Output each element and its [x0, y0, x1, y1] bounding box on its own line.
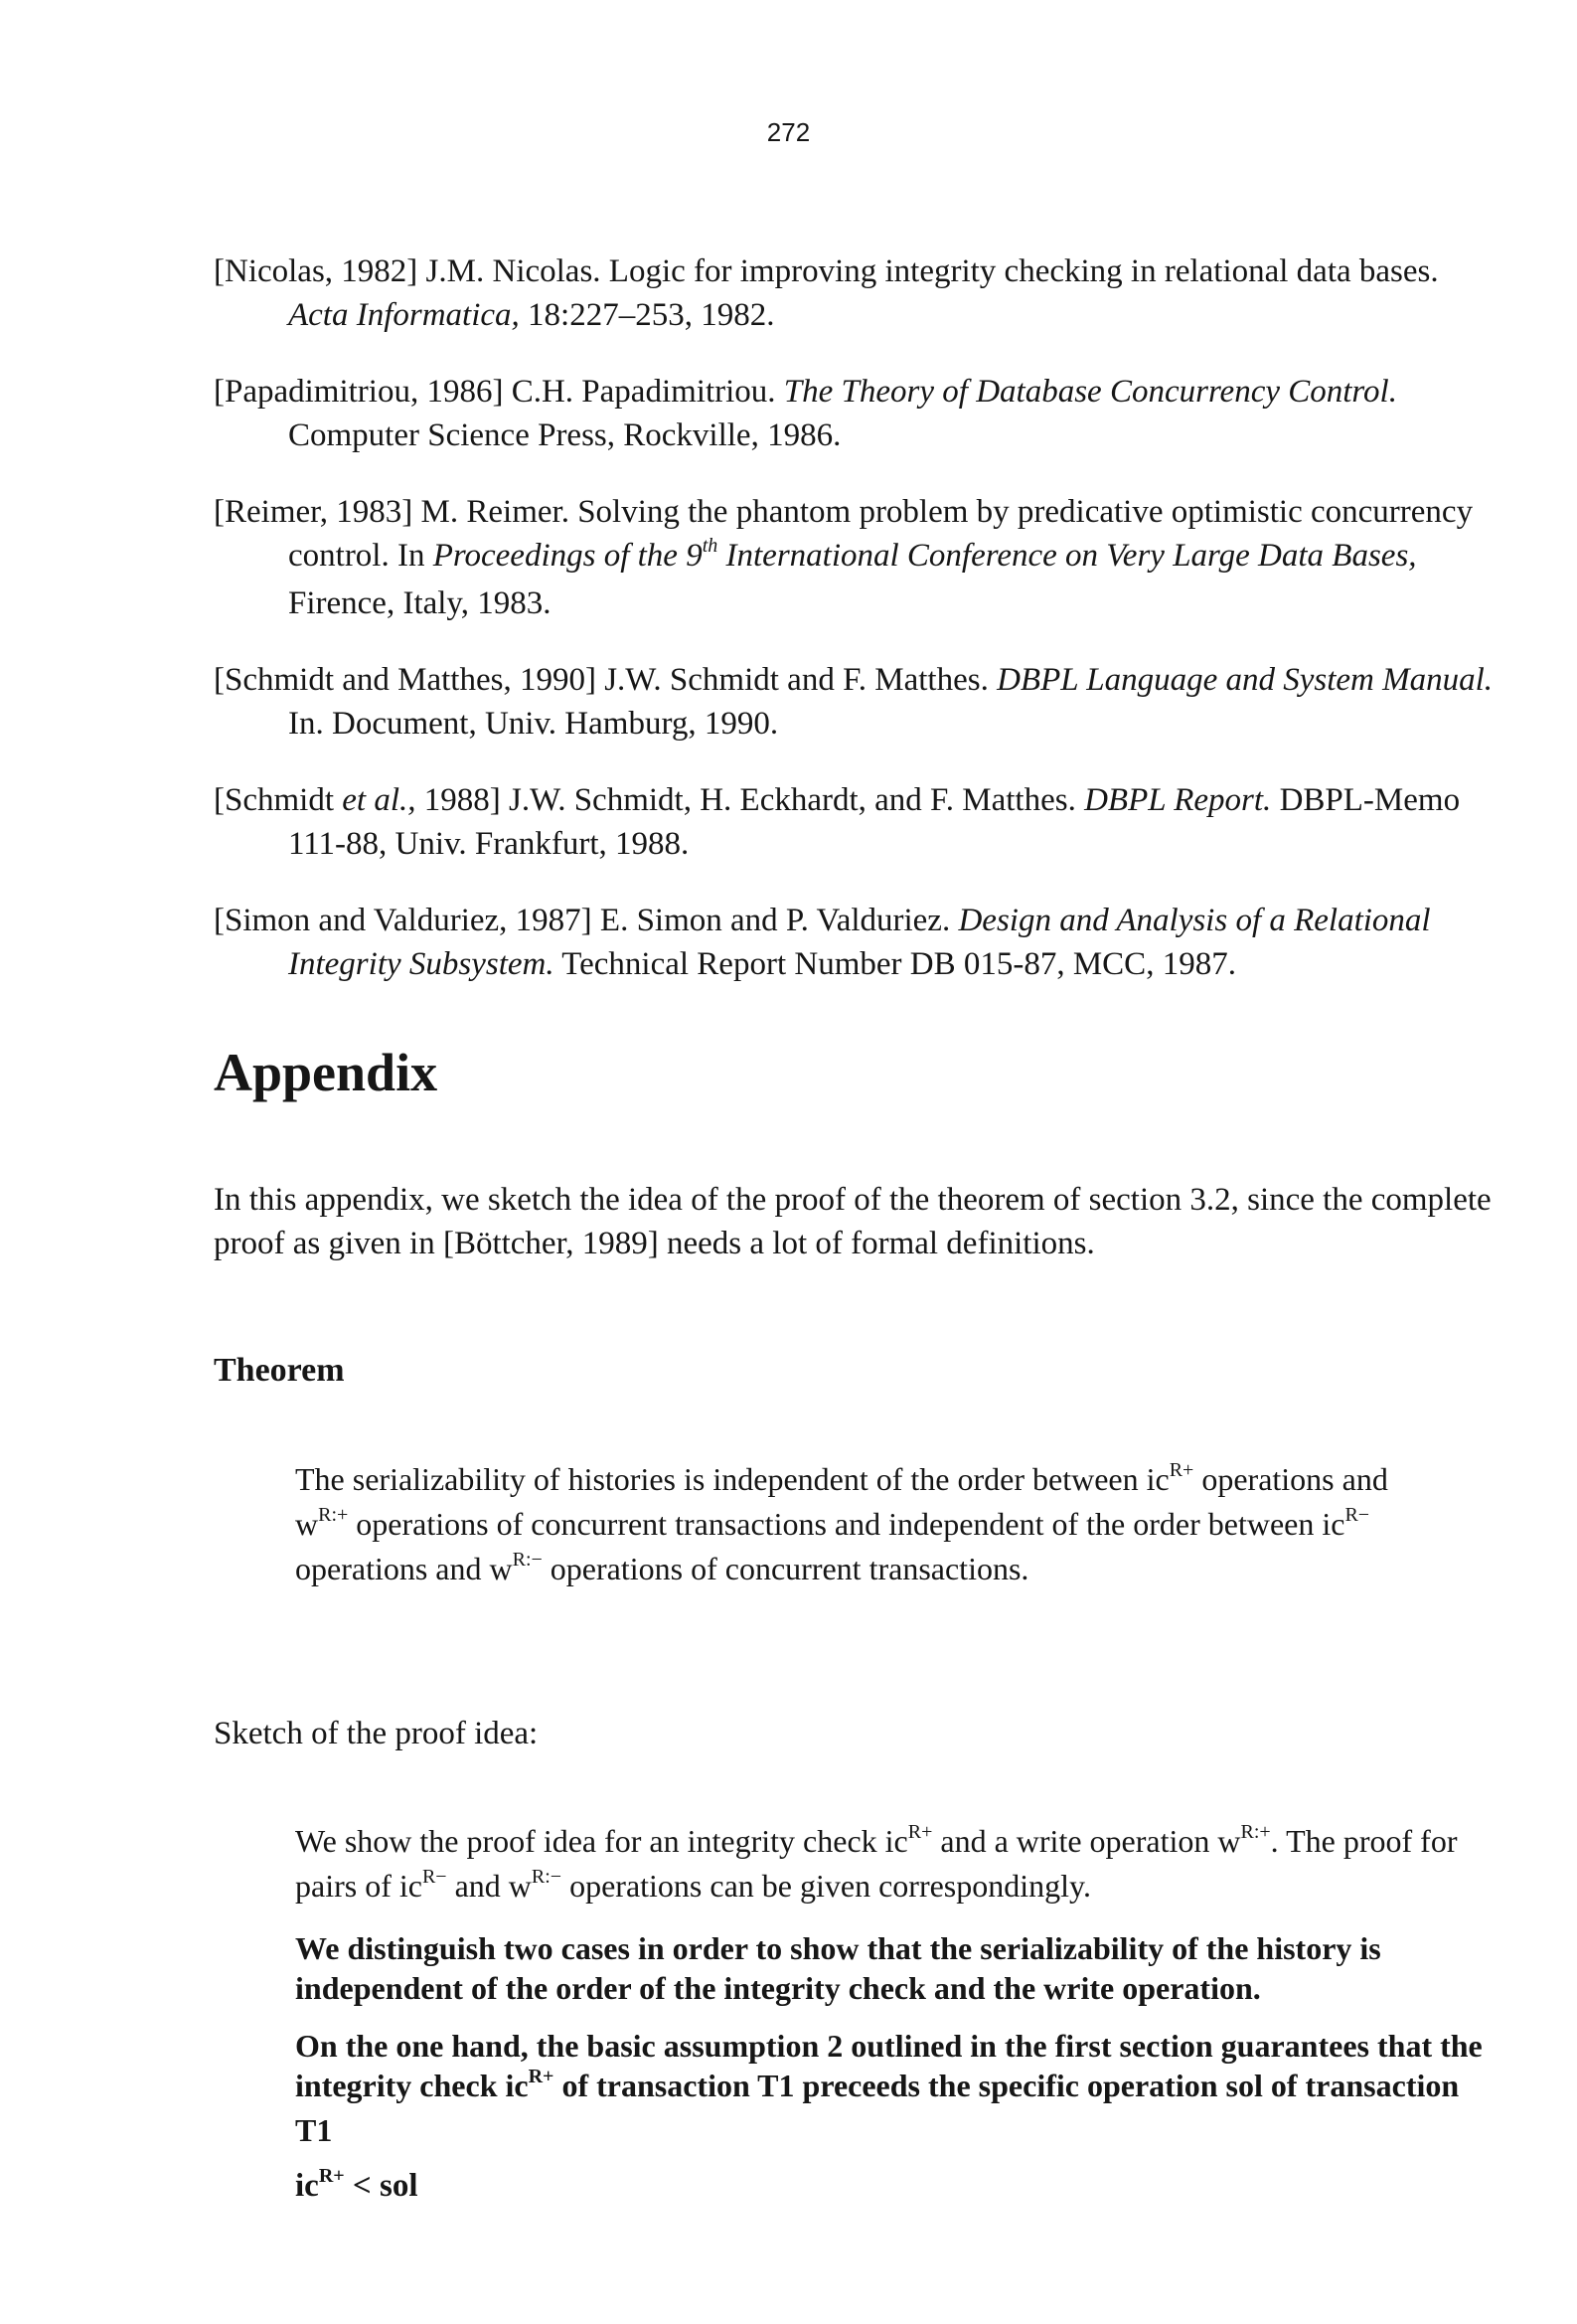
reference-in: In [396, 538, 425, 574]
reference-authors: J.W. Schmidt and F. Matthes. [604, 662, 989, 698]
reference-details: Computer Science Press, Rockville, 1986. [288, 417, 842, 453]
reference-venue [432, 535, 1417, 574]
reference-nicolas-1982 [214, 249, 1505, 337]
proof-superscript: R+ [907, 1821, 933, 1843]
appendix-heading: Appendix [214, 1043, 438, 1102]
reference-authors: J.M. Nicolas. [425, 253, 601, 289]
reference-key-part: 1988] [423, 782, 501, 818]
page-number: 272 [766, 117, 811, 147]
reference-key: [Schmidt and Matthes, 1990] [214, 662, 596, 698]
proof-text: We show the proof idea for an integrity check ic [295, 1823, 908, 1859]
proof-text: operations can be given correspondingly. [561, 1868, 1091, 1904]
reference-papadimitriou-1986 [214, 370, 1505, 457]
theorem-superscript: R+ [1169, 1459, 1194, 1481]
formula-ordering [295, 2165, 1502, 2205]
reference-key-part: [Schmidt [214, 782, 334, 818]
reference-schmidt-matthes-1990 [214, 658, 1505, 746]
reference-key: [Reimer, 1983] [214, 494, 413, 530]
reference-authors: E. Simon and P. Valduriez. [599, 903, 951, 938]
reference-reimer-1983 [214, 490, 1505, 625]
proof-superscript: R:+ [1240, 1821, 1271, 1843]
reference-key [214, 782, 501, 818]
reference-title: The Theory of Database Concurrency Control. [783, 374, 1397, 410]
theorem-superscript: R− [1344, 1504, 1370, 1526]
proof-text: On the one hand, the basic assumption 2 outlined in the first section guarantees that the integrity check ic [295, 2028, 1483, 2103]
reference-details: Technical Report Number DB 015-87, MCC, 1987. [561, 946, 1236, 982]
reference-authors: J.W. Schmidt, H. Eckhardt, and F. Matthes. [508, 782, 1076, 818]
theorem-superscript: R:+ [318, 1504, 349, 1526]
appendix-intro: In this appendix, we sketch the idea of the proof of the theorem of section 3.2, since the complete proof as given in [Böttcher, 1989] needs a lot of formal definitions. [214, 1182, 1492, 1261]
formula-term: < sol [344, 2168, 418, 2204]
formula-superscript: R+ [318, 2165, 345, 2187]
reference-title: DBPL Language and System Manual. [997, 662, 1494, 698]
reference-key-italic: et al., [342, 782, 416, 818]
reference-key: [Simon and Valduriez, 1987] [214, 903, 592, 938]
reference-venue-superscript: th [702, 535, 718, 557]
reference-venue: Acta Informatica, [288, 297, 520, 333]
theorem-text: The serializability of histories is independent of the order between ic [295, 1461, 1170, 1497]
formula-term: ic [295, 2168, 319, 2204]
reference-details: DBPL-Memo 111-88, Univ. Frankfurt, 1988. [288, 782, 1461, 862]
proof-paragraph-2: We distinguish two cases in order to show that the serializability of the history is independent of the order of the integrity check and the write operation. [295, 1930, 1381, 2006]
reference-authors: C.H. Papadimitriou. [511, 374, 776, 410]
reference-venue-part: International Conference on Very Large Data Bases, [725, 538, 1417, 574]
references-list [214, 217, 1505, 1010]
proof-text: . The proof for pairs of ic [295, 1823, 1458, 1904]
reference-schmidt-etal-1988 [214, 778, 1505, 866]
theorem-heading: Theorem [214, 1352, 345, 1389]
reference-simon-valduriez-1987 [214, 899, 1505, 986]
theorem-statement [295, 1459, 1418, 1593]
reference-key: [Nicolas, 1982] [214, 253, 418, 289]
proof-sketch-heading: Sketch of the proof idea: [214, 1716, 539, 1751]
theorem-superscript: R:− [512, 1549, 543, 1571]
proof-superscript: R:− [531, 1866, 562, 1888]
theorem-text: operations of concurrent transactions. [542, 1551, 1029, 1586]
proof-text: and a write operation w [932, 1823, 1241, 1859]
reference-details: Firence, Italy, 1983. [288, 585, 552, 621]
theorem-text: operations and w [295, 1551, 513, 1586]
proof-paragraph-3 [295, 2026, 1502, 2150]
proof-text: of transaction T1 preceeds the specific operation sol of transaction T1 [295, 2068, 1460, 2148]
proof-text: and w [446, 1868, 532, 1904]
proof-superscript: R− [421, 1866, 447, 1888]
reference-title: DBPL Report. [1084, 782, 1272, 818]
reference-details: In. Document, Univ. Hamburg, 1990. [288, 706, 779, 742]
proof-sketch-body [295, 1821, 1502, 2205]
reference-title: Logic for improving integrity checking in relational data bases. [608, 253, 1439, 289]
reference-title: Design and Analysis of a Relational Integrity Subsystem. [288, 903, 1431, 982]
reference-details: 18:227–253, 1982. [528, 297, 775, 333]
reference-venue-part: Proceedings of the 9 [432, 538, 703, 574]
theorem-text: operations and w [295, 1461, 1388, 1542]
reference-title: Solving the phantom problem by predicative optimistic concurrency control. [288, 494, 1474, 574]
reference-key: [Papadimitriou, 1986] [214, 374, 504, 410]
proof-paragraph-1 [295, 1821, 1502, 1910]
theorem-text: operations of concurrent transactions and independent of the order between ic [348, 1506, 1345, 1542]
reference-authors: M. Reimer. [420, 494, 569, 530]
proof-superscript: R+ [528, 2066, 554, 2087]
